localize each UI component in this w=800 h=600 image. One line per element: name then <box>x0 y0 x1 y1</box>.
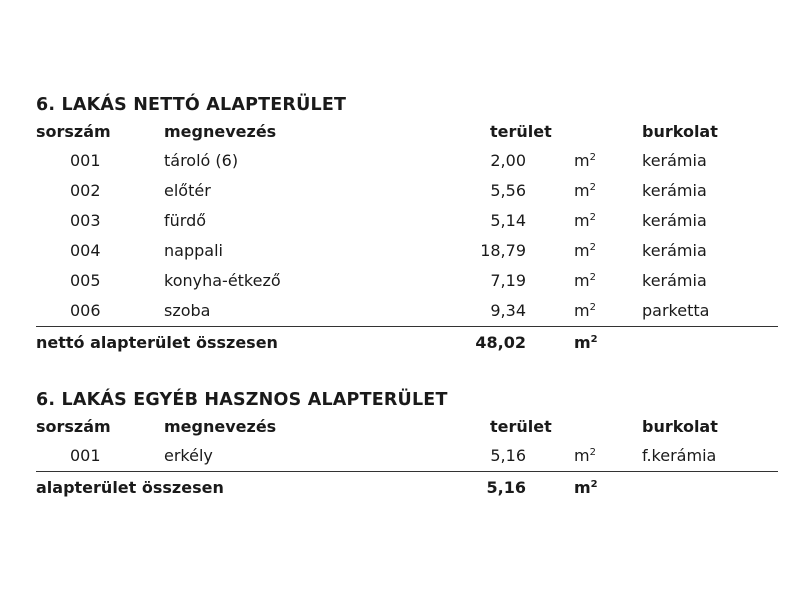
row-num: 003 <box>70 211 101 230</box>
row-cover: f.kerámia <box>642 446 717 465</box>
header-name: megnevezés <box>164 417 277 436</box>
total-unit: $m^2$ <box>574 478 598 497</box>
row-unit: $m^2$ <box>574 241 596 260</box>
row-unit: $m^2$ <box>574 301 596 320</box>
row-num: 001 <box>70 446 101 465</box>
total-unit: $m^2$ <box>574 333 598 352</box>
table-row <box>36 206 778 236</box>
row-area: 7,19 <box>490 271 526 290</box>
row-unit: $m^2$ <box>574 151 596 170</box>
row-unit: $m^2$ <box>574 211 596 230</box>
row-name: erkély <box>164 446 213 465</box>
row-cover: parketta <box>642 301 710 320</box>
row-cover: kerámia <box>642 241 707 260</box>
other-area-section <box>36 387 778 504</box>
row-area: 18,79 <box>480 241 526 260</box>
row-unit: $m^2$ <box>574 271 596 290</box>
net-total-row <box>36 326 778 359</box>
row-area: 5,14 <box>490 211 526 230</box>
row-cover: kerámia <box>642 211 707 230</box>
row-num: 005 <box>70 271 101 290</box>
row-unit: $m^2$ <box>574 181 596 200</box>
total-area: 5,16 <box>486 478 526 497</box>
header-num: sorszám <box>36 122 111 141</box>
net-area-section <box>36 92 778 359</box>
other-total-row <box>36 471 778 504</box>
row-name: konyha-étkező <box>164 271 281 290</box>
row-name: fürdő <box>164 211 207 230</box>
header-area: terület <box>490 122 552 141</box>
table-row <box>36 236 778 266</box>
net-area-title: 6. LAKÁS NETTÓ ALAPTERÜLET <box>36 95 347 115</box>
row-name: szoba <box>164 301 211 320</box>
row-area: 5,16 <box>490 446 526 465</box>
header-area: terület <box>490 417 552 436</box>
table-row <box>36 441 778 471</box>
row-name: nappali <box>164 241 223 260</box>
table-row <box>36 266 778 296</box>
table-row <box>36 296 778 326</box>
row-unit: $m^2$ <box>574 446 596 465</box>
row-area: 2,00 <box>490 151 526 170</box>
row-cover: kerámia <box>642 271 707 290</box>
other-area-title: 6. LAKÁS EGYÉB HASZNOS ALAPTERÜLET <box>36 390 448 410</box>
header-name: megnevezés <box>164 122 277 141</box>
row-num: 004 <box>70 241 101 260</box>
total-area: 48,02 <box>475 333 526 352</box>
row-name: előtér <box>164 181 211 200</box>
row-num: 002 <box>70 181 101 200</box>
net-header-row <box>36 118 778 146</box>
table-row <box>36 146 778 176</box>
row-cover: kerámia <box>642 151 707 170</box>
table-row <box>36 176 778 206</box>
header-num: sorszám <box>36 417 111 436</box>
total-label: nettó alapterület összesen <box>36 333 278 352</box>
row-area: 5,56 <box>490 181 526 200</box>
other-header-row <box>36 413 778 441</box>
row-cover: kerámia <box>642 181 707 200</box>
row-num: 006 <box>70 301 101 320</box>
header-cover: burkolat <box>642 417 718 436</box>
total-label: alapterület összesen <box>36 478 224 497</box>
row-num: 001 <box>70 151 101 170</box>
row-name: tároló (6) <box>164 151 239 170</box>
row-area: 9,34 <box>490 301 526 320</box>
header-cover: burkolat <box>642 122 718 141</box>
